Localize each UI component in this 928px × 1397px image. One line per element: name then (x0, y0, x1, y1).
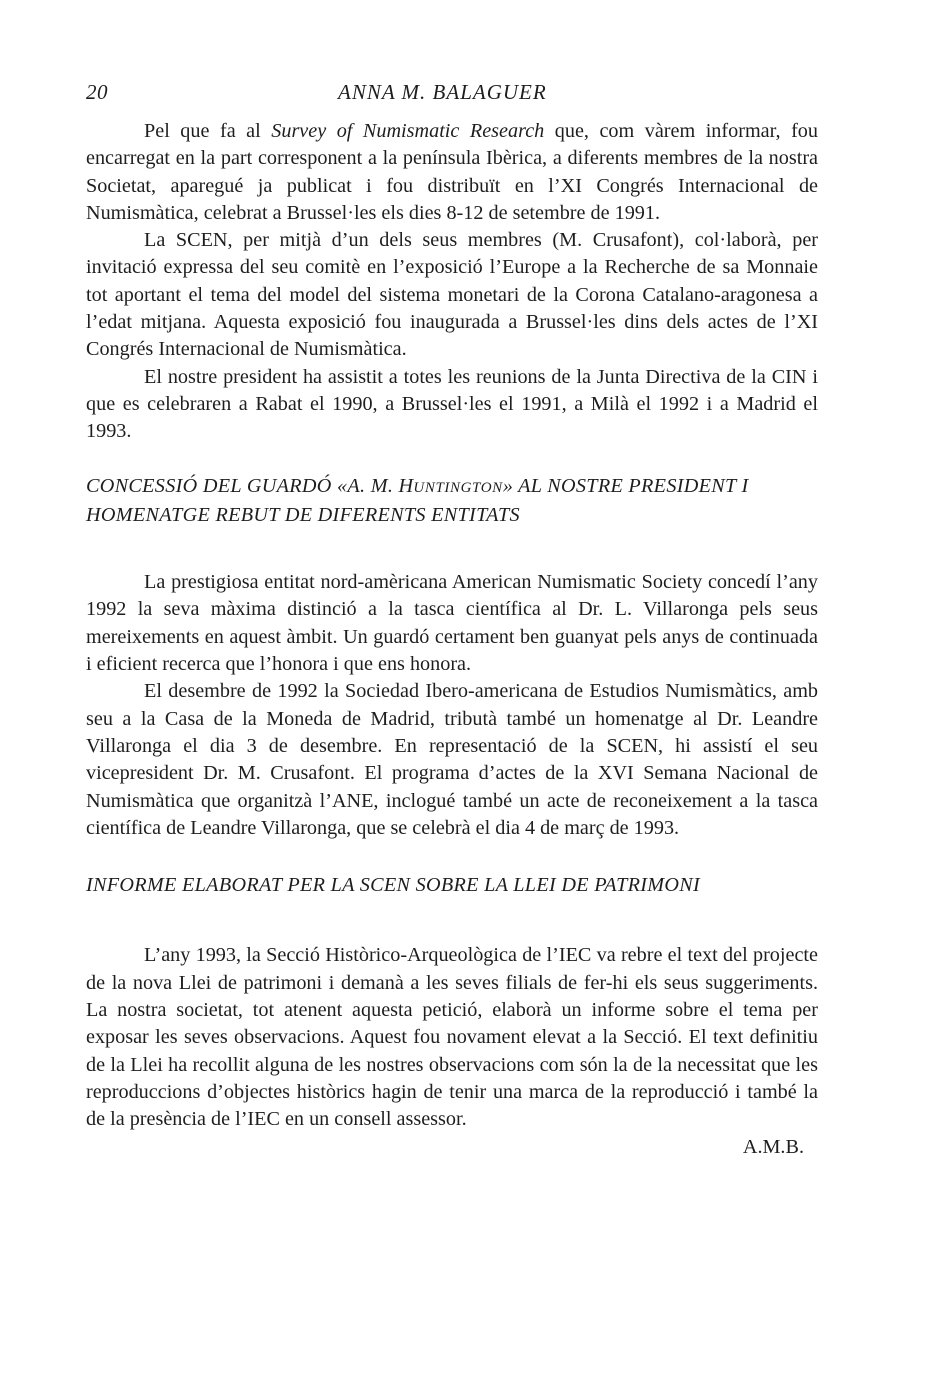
award-heading-part-2: » AL NOSTRE PRESIDENT I HOMENATGE REBUT DE DIFERENTS ENTITATS (86, 474, 749, 526)
heritage-law-paragraph: L’any 1993, la Secció Històrico-Arqueològica de l’IEC va rebre el text del projecte de la nova Llei de patrimoni i demanà a les seves filials de fer-hi els seus suggeriments. La nostra societat, tot atenent aquesta petició, elaborà un informe sobre el tema per exposar les seves observacions. Aquest fou novament elevat a la Secció. El text definitiu de la Llei ha recollit alguna de les nostres observacions com són la de la necessitat que les reproduccions d’objectes històrics hagin de tenir una marca de la reproducció i també la de la presència de l’IEC en un consell assessor. (86, 944, 818, 1131)
award-paragraph-ans: La prestigiosa entitat nord-amèricana American Numismatic Society concedí l’any 1992 la seva màxima distinció a la tasca científica al Dr. L. Villaronga pels seus mereixements en aquest àmbit. Un guardó certament ben guanyat pels anys de continuada i eficient recerca que l’honora i que ens honora. (86, 571, 818, 676)
page-number: 20 (86, 80, 108, 104)
award-heading-smallcaps: UNTINGTON (413, 479, 503, 496)
survey-text-after: que, com vàrem informar, fou encarregat en la part corresponent a la península Ibèrica, a diferents membres de la nostra Societat, aparegué ja publicat i fou distribuït en l’XI Congrés Internacional de Numismàtica, celebrat a Brussel·les els dies 8-12 de setembre de 1991. (86, 120, 818, 224)
intro-paragraph-president-meetings: El nostre president ha assistit a totes les reunions de la Junta Directiva de la CIN i que es celebraren a Rabat el 1990, a Brussel·les el 1991, a Milà el 1992 i a Madrid el 1993. (86, 365, 818, 443)
intro-paragraph-scen-exhibition: La SCEN, per mitjà d’un dels seus membres (M. Crusafont), col·laborà, per invitació expressa del seu comitè en l’exposició l’Europe a la Recherche de sa Monnaie tot aportant el tema del model del sistema monetari de la Corona Catalano-aragonesa a l’edat mitjana. Aquesta exposició fou inaugurada a Brussel·les dins dels actes de l’XI Congrés Internacional de Numismàtica. (86, 229, 818, 361)
running-head (86, 80, 818, 118)
running-head-author: ANNA M. BALAGUER (338, 80, 547, 104)
author-signature: A.M.B. (742, 1135, 804, 1158)
section-heading-award (86, 473, 818, 530)
intro-paragraph-survey (86, 118, 818, 227)
page-body (86, 80, 818, 1161)
award-paragraph-tribute: El desembre de 1992 la Sociedad Ibero-americana de Estudios Numismàtics, amb seu a la Casa de la Moneda de Madrid, tributà també un homenatge al Dr. Leandre Villaronga el dia 3 de desembre. En representació de la SCEN, hi assistí el seu vicepresident Dr. M. Crusafont. El programa d’actes de la XVI Semana Nacional de Numismàtica que organitzà l’ANE, inclogué també un acte de reconeixement a la tasca científica de Leandre Villaronga, que se celebrà el dia 4 de març de 1993. (86, 680, 818, 839)
award-heading-part-1: CONCESSIÓ DEL GUARDÓ «A. M. H (86, 474, 414, 497)
section-heading-heritage-law: INFORME ELABORAT PER LA SCEN SOBRE LA LLEI DE PATRIMONI (86, 874, 701, 897)
survey-text-before: Pel que fa al (144, 120, 272, 142)
survey-title: Survey of Numismatic Research (271, 120, 545, 142)
